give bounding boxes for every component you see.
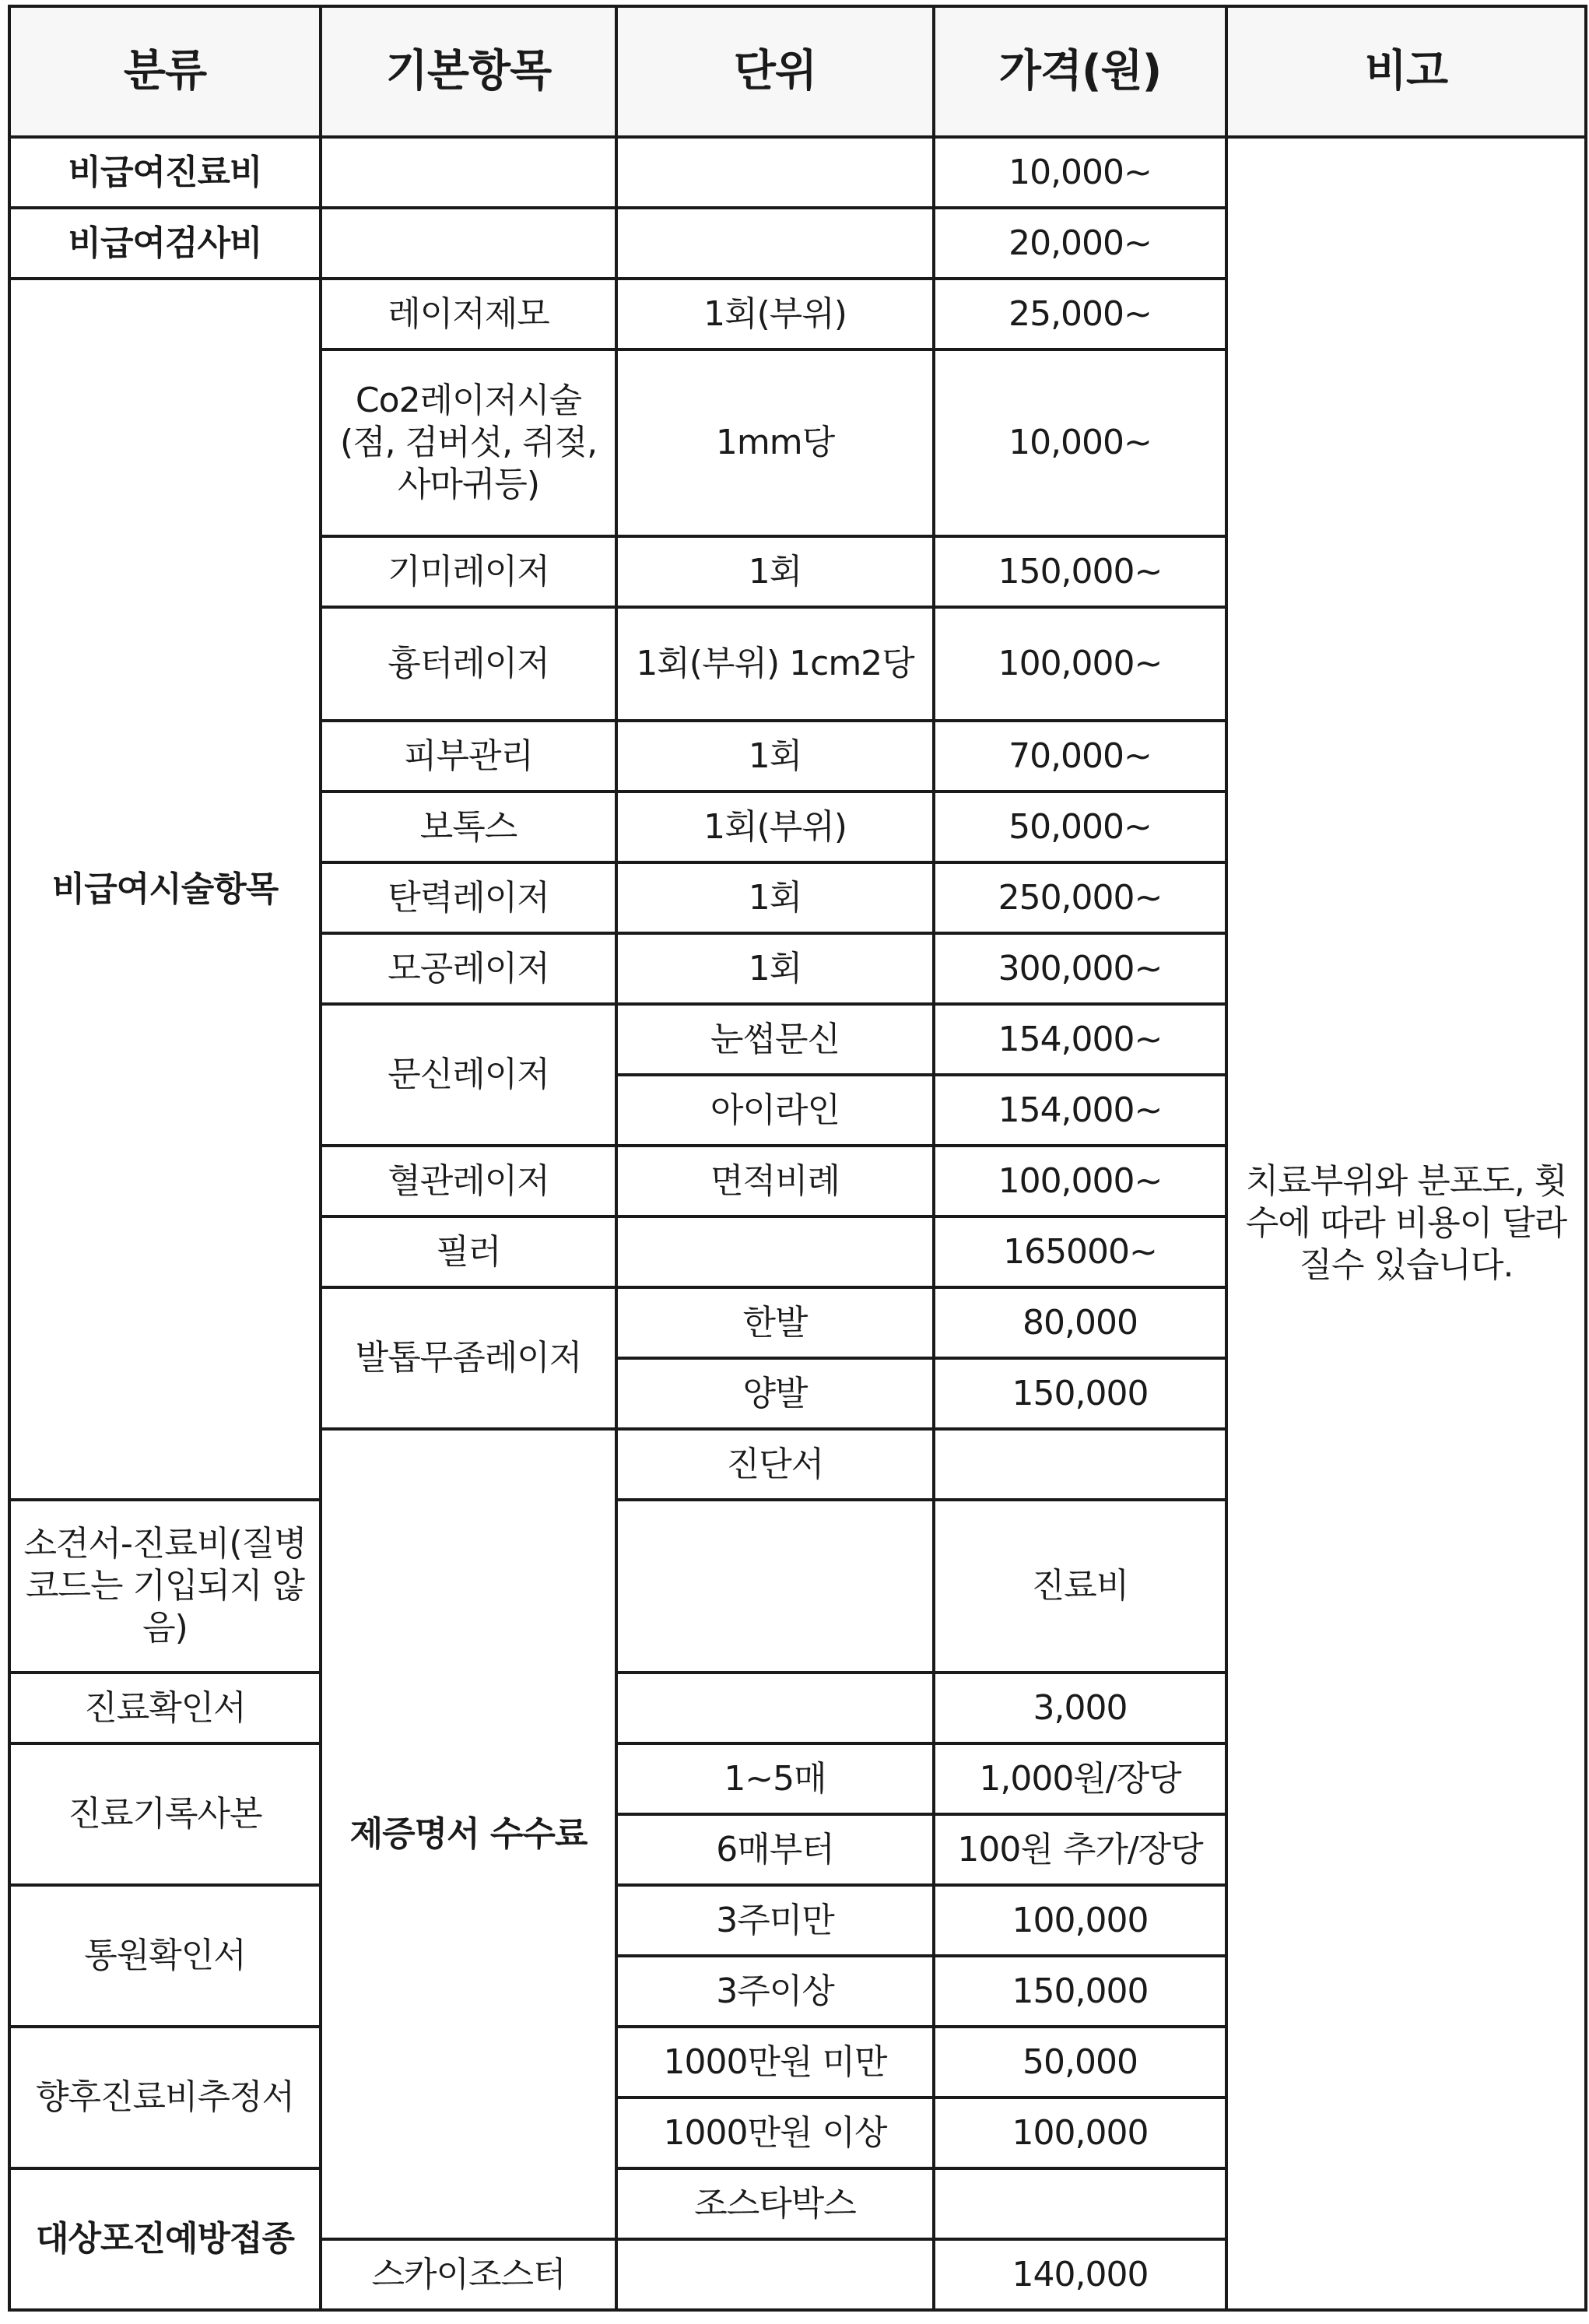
unit-cell: 3주미만: [616, 1885, 934, 1956]
price-cell: 100,000~: [934, 1146, 1226, 1216]
price-cell: 165000~: [934, 1216, 1226, 1287]
category-cell: 제증명서 수수료: [321, 1429, 616, 2239]
unit-cell: 1mm당: [616, 349, 934, 536]
price-cell: 154,000~: [934, 1075, 1226, 1146]
unit-cell: 면적비례: [616, 1146, 934, 1216]
unit-cell: 아이라인: [616, 1075, 934, 1146]
price-cell: 진료비: [934, 1500, 1226, 1673]
category-cell: 비급여시술항목: [9, 279, 321, 1500]
unit-cell: [934, 1429, 1226, 1500]
item-cell: 소견서-진료비(질병코드는 기입되지 않음): [9, 1500, 321, 1673]
unit-cell: 눈썹문신: [616, 1004, 934, 1075]
category-cell: 비급여진료비: [9, 137, 321, 208]
item-cell: 흉터레이저: [321, 607, 616, 721]
price-cell: 25,000~: [934, 279, 1226, 349]
unit-cell: [616, 208, 934, 279]
unit-cell: [616, 1216, 934, 1287]
unit-cell: [616, 1673, 934, 1743]
note-cell: 치료부위와 분포도, 횟수에 따라 비용이 달라질수 있습니다.: [1226, 137, 1586, 2310]
item-cell: 보톡스: [321, 792, 616, 862]
unit-cell: 1회: [616, 721, 934, 792]
unit-cell: [616, 2239, 934, 2310]
item-cell: 혈관레이저: [321, 1146, 616, 1216]
price-cell: 70,000~: [934, 721, 1226, 792]
category-cell: 비급여검사비: [9, 208, 321, 279]
unit-cell: 6매부터: [616, 1814, 934, 1885]
header-item: 기본항목: [321, 6, 616, 137]
unit-cell: 1회(부위) 1cm2당: [616, 607, 934, 721]
unit-cell: 1회(부위): [616, 792, 934, 862]
price-cell: 154,000~: [934, 1004, 1226, 1075]
price-cell: 3,000: [934, 1673, 1226, 1743]
unit-cell: 1~5매: [616, 1743, 934, 1814]
item-cell: 진료확인서: [9, 1673, 321, 1743]
price-cell: 100,000: [934, 2098, 1226, 2168]
price-cell: 80,000: [934, 1287, 1226, 1358]
category-cell: 대상포진예방접종: [9, 2168, 321, 2310]
price-cell: 100,000: [934, 1885, 1226, 1956]
price-cell: 1,000원/장당: [934, 1743, 1226, 1814]
unit-cell: [616, 137, 934, 208]
item-cell: Co2레이저시술 (점, 검버섯, 쥐젖, 사마귀등): [321, 349, 616, 536]
price-cell: 150,000: [934, 1358, 1226, 1429]
unit-cell: 3주이상: [616, 1956, 934, 2027]
unit-cell: [934, 2168, 1226, 2239]
unit-cell: 한발: [616, 1287, 934, 1358]
header-price: 가격(원): [934, 6, 1226, 137]
item-cell: 기미레이저: [321, 536, 616, 607]
price-cell: 50,000: [934, 2027, 1226, 2098]
item-cell: 진료기록사본: [9, 1743, 321, 1885]
price-cell: 50,000~: [934, 792, 1226, 862]
item-cell: 통원확인서: [9, 1885, 321, 2027]
unit-cell: [616, 1500, 934, 1673]
item-cell: 필러: [321, 1216, 616, 1287]
unit-cell: 1회: [616, 536, 934, 607]
price-cell: 100원 추가/장당: [934, 1814, 1226, 1885]
header-category: 분류: [9, 6, 321, 137]
price-cell: 250,000~: [934, 862, 1226, 933]
item-cell: 진단서: [616, 1429, 934, 1500]
unit-cell: 1000만원 이상: [616, 2098, 934, 2168]
item-cell: 레이저제모: [321, 279, 616, 349]
header-row: [9, 6, 1586, 137]
price-cell: 20,000~: [934, 208, 1226, 279]
fee-table: [8, 5, 1587, 2312]
price-cell: 150,000~: [934, 536, 1226, 607]
unit-cell: 1회(부위): [616, 279, 934, 349]
header-unit: 단위: [616, 6, 934, 137]
item-cell: 탄력레이저: [321, 862, 616, 933]
unit-cell: 1회: [616, 862, 934, 933]
item-cell: 향후진료비추정서: [9, 2027, 321, 2168]
item-cell: 피부관리: [321, 721, 616, 792]
item-cell: [321, 137, 616, 208]
item-cell: 조스타박스: [616, 2168, 934, 2239]
item-cell: 문신레이저: [321, 1004, 616, 1146]
price-cell: 140,000: [934, 2239, 1226, 2310]
price-cell: 150,000: [934, 1956, 1226, 2027]
item-cell: 모공레이저: [321, 933, 616, 1004]
table-row: [9, 137, 1586, 208]
price-cell: 100,000~: [934, 607, 1226, 721]
header-note: 비고: [1226, 6, 1586, 137]
price-cell: 10,000~: [934, 137, 1226, 208]
price-cell: 10,000~: [934, 349, 1226, 536]
item-cell: 스카이조스터: [321, 2239, 616, 2310]
item-cell: [321, 208, 616, 279]
price-cell: 300,000~: [934, 933, 1226, 1004]
unit-cell: 양발: [616, 1358, 934, 1429]
item-cell: 발톱무좀레이저: [321, 1287, 616, 1429]
unit-cell: 1회: [616, 933, 934, 1004]
unit-cell: 1000만원 미만: [616, 2027, 934, 2098]
